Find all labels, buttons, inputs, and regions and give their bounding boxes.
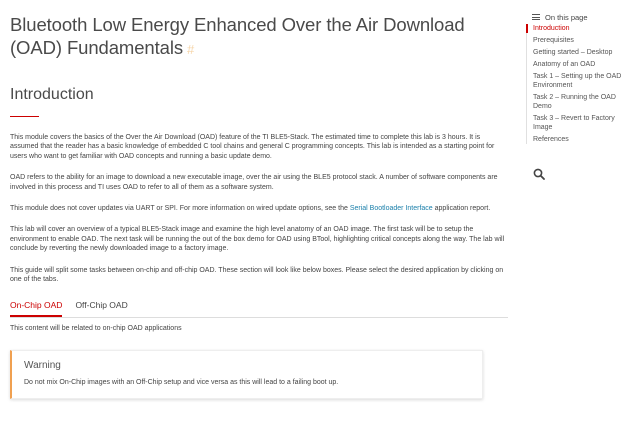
toc-item-anatomy[interactable]: Anatomy of an OAD: [533, 60, 596, 68]
next-section-heading-cutoff: [10, 419, 70, 427]
warning-title: Warning: [24, 360, 61, 372]
intro-paragraph-2: OAD refers to the ability for an image to download a new executable image, over the air using the BLE5 protocol stack. A number of software components are involved in this process and TI uses OAD to refer to all of them as a software system.: [10, 174, 498, 191]
list-icon: [532, 14, 540, 20]
next-section-heading-fragment: [10, 419, 70, 427]
toc-item-references[interactable]: References: [533, 136, 569, 144]
main-content: [10, 8, 508, 399]
toc-item-getting-started[interactable]: Getting started – Desktop: [533, 48, 613, 56]
toc-item-task-1[interactable]: Task 1 – Setting up the OAD Environment: [533, 72, 622, 89]
toc-item-introduction[interactable]: Introduction: [533, 24, 636, 33]
toc-header: [532, 12, 636, 22]
intro-paragraph-3: [10, 204, 508, 213]
intro-paragraph-1: This module covers the basics of the Over the Air Download (OAD) feature of the TI BLE5-Stack. The estimated time to complete this lab is 3 hours. It is assumed that the reader has a basic knowledge of embedded C tool chains and general C programming concepts. This lab is intended as a starting point for users who want to get familiar with OAD concepts and running a basic update demo.: [10, 134, 495, 160]
search-icon[interactable]: [533, 168, 545, 180]
oad-tabs: [10, 299, 508, 318]
intro-paragraph-5: This guide will split some tasks between on-chip and off-chip OAD. These section will look like below boxes. Please select the desired application by clicking on one of the tabs.: [10, 266, 504, 284]
toc-header-label: On this page: [545, 12, 588, 22]
toc-item-prerequisites[interactable]: Prerequisites: [533, 36, 574, 44]
toc-list: [526, 24, 636, 144]
tab-off-chip-oad[interactable]: Off-Chip OAD: [75, 300, 128, 311]
intro-paragraph-4: This lab will cover an overview of a typical BLE5-Stack image and examine the high level anatomy of an OAD image. The first task will be to setup the environment to enable OAD. The next task will be running the out of the box demo for OAD using BTool, highlighting critical concepts along the way. The lab will conclude by reverting the newly downloaded image to a factory image.: [10, 226, 505, 253]
toc-item-task-3[interactable]: Task 3 – Revert to Factory Image: [533, 114, 615, 132]
tab-on-chip-oad[interactable]: On-Chip OAD: [10, 299, 62, 317]
tab-panel-content: This content will be related to on-chip OAD applications: [10, 325, 182, 333]
serial-bootloader-link[interactable]: Serial Bootloader Interface: [349, 205, 433, 213]
section-title-underline: [10, 116, 39, 117]
intro-paragraph-3-end: application report.: [432, 205, 491, 213]
heading-anchor-link[interactable]: #: [186, 42, 195, 57]
table-of-contents: [532, 12, 636, 147]
warning-box: [10, 350, 483, 399]
section-title-introduction: Introduction: [10, 86, 94, 103]
page-title-text: Bluetooth Low Energy Enhanced Over the Air Download (OAD) Fundamentals: [10, 14, 465, 58]
toc-item-task-2[interactable]: Task 2 – Running the OAD Demo: [533, 93, 616, 111]
page-title: [10, 13, 508, 61]
intro-paragraph-3-start: This module does not cover updates via UART or SPI. For more information on wired update options, see the: [10, 205, 350, 213]
warning-text: Do not mix On-Chip images with an Off-Chip setup and vice versa as this will lead to a failing boot up.: [24, 379, 339, 387]
